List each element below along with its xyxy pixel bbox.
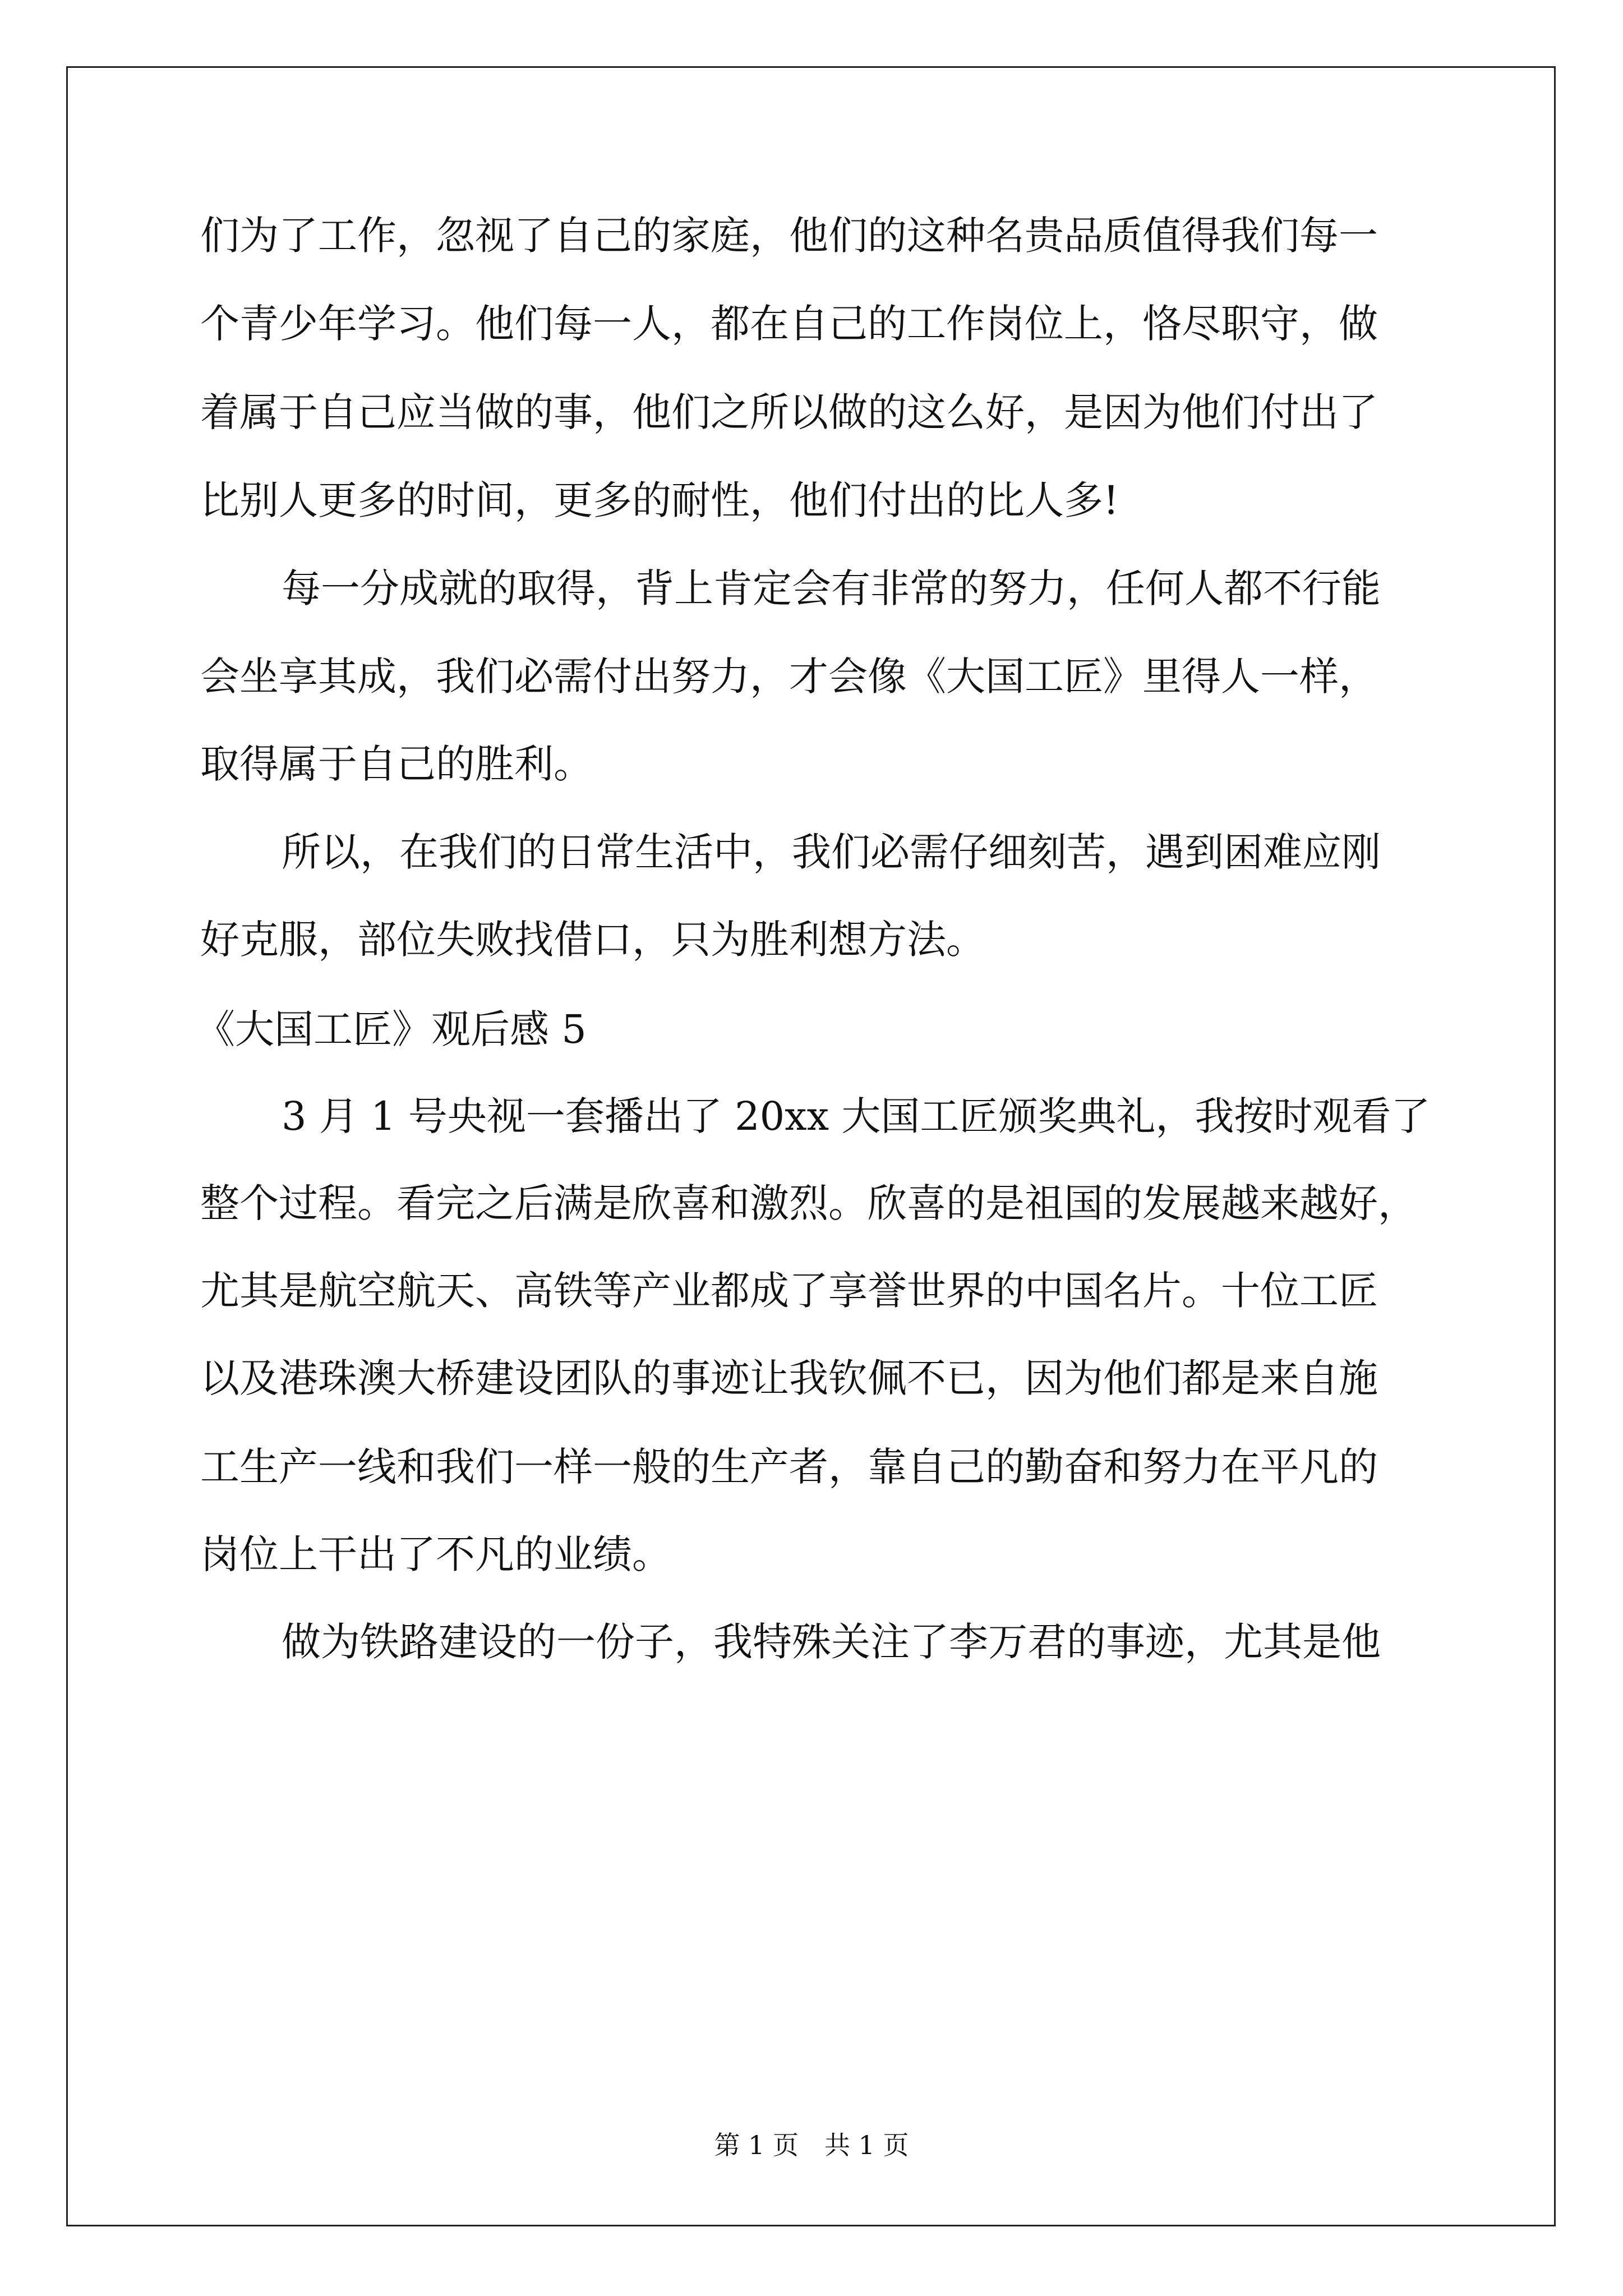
page-footer: 第 1 页 共 1 页 — [714, 2130, 909, 2160]
paragraph-start-line: 每一分成就的取得，背上肯定会有非常的努力，任何人都不行能 — [282, 565, 1381, 611]
text-line: 着属于自己应当做的事，他们之所以做的这么好，是因为他们付出了 — [200, 389, 1378, 435]
paragraph-start-line: 所以，在我们的日常生活中，我们必需仔细刻苦，遇到困难应刚 — [282, 829, 1381, 875]
text-line: 们为了工作，忽视了自己的家庭，他们的这种名贵品质值得我们每一 — [200, 213, 1378, 259]
text-line: 比别人更多的时间，更多的耐性，他们付出的比人多! — [200, 477, 1119, 523]
paragraph-start-line: 做为铁路建设的一份子，我特殊关注了李万君的事迹，尤其是他 — [282, 1619, 1381, 1665]
paragraph-start-line: 3 月 1 号央视一套播出了 20xx 大国工匠颁奖典礼，我按时观看了 — [282, 1093, 1431, 1139]
text-line: 会坐享其成，我们必需付出努力，才会像《大国工匠》里得人一样， — [200, 654, 1378, 700]
text-line: 好克服，部位失败找借口，只为胜利想方法。 — [200, 917, 985, 963]
text-line: 工生产一线和我们一样一般的生产者，靠自己的勤奋和努力在平凡的 — [200, 1444, 1378, 1490]
text-line: 以及港珠澳大桥建设团队的事迹让我钦佩不已，因为他们都是来自施 — [200, 1355, 1378, 1401]
text-line: 整个过程。看完之后满是欣喜和激烈。欣喜的是祖国的发展越来越好， — [200, 1180, 1417, 1226]
text-line: 个青少年学习。他们每一人，都在自己的工作岗位上，恪尽职守，做 — [200, 301, 1378, 347]
text-line: 取得属于自己的胜利。 — [200, 741, 593, 787]
text-line: 尤其是航空航天、高铁等产业都成了享誉世界的中国名片。十位工匠 — [200, 1268, 1378, 1314]
section-title: 《大国工匠》观后感 5 — [196, 1006, 587, 1052]
text-line: 岗位上干出了不凡的业绩。 — [200, 1531, 671, 1577]
